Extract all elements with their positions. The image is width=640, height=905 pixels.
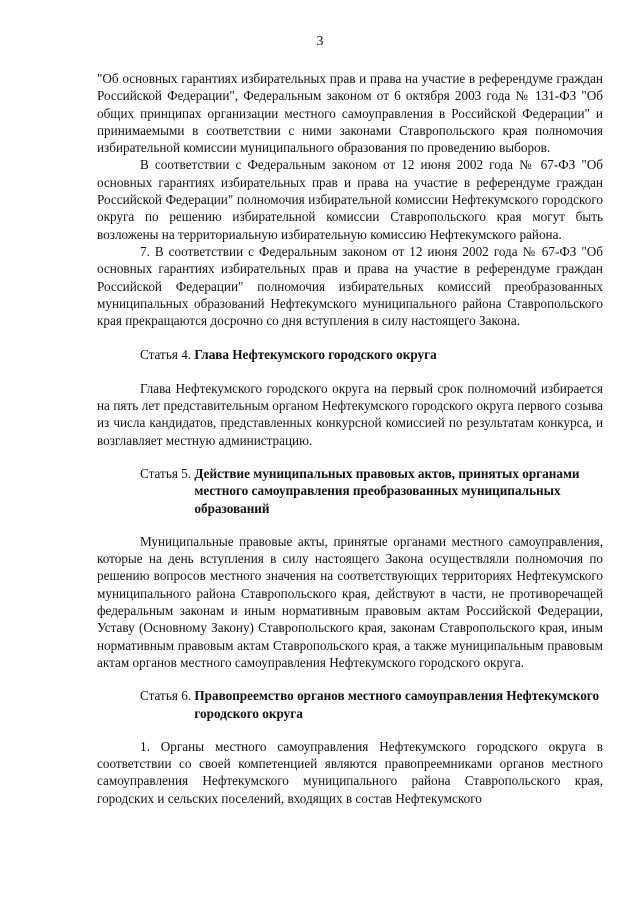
- spacer: [97, 671, 603, 687]
- article-4-label: Статья 4.: [140, 347, 195, 363]
- spacer: [97, 329, 603, 346]
- article-6-title: Правопреемство органов местного самоуправления Нефтекумского городского округа: [194, 688, 600, 721]
- article-4-heading: [97, 346, 603, 363]
- article-6-label: Статья 6.: [140, 688, 195, 704]
- document-body: [97, 70, 603, 807]
- article-5-label: Статья 5.: [140, 465, 195, 481]
- spacer: [97, 722, 603, 738]
- spacer: [97, 449, 603, 465]
- paragraph-commission-powers: В соответствии с Федеральным законом от 12 июня 2002 года № 67-ФЗ "Об основных гарантиях избирательных прав и права на участие в референдуме граждан Российской Федерации" полномочия избирательной комиссии Нефтекумского городского округа по решению избирательной комиссии Ставропольского края могут быть возложены на территориальную избирательную комиссию Нефтекумского района.: [97, 157, 603, 242]
- spacer: [97, 517, 603, 533]
- spacer: [97, 364, 603, 380]
- article-6-heading: [97, 687, 603, 722]
- paragraph-item-7: 7. В соответствии с Федеральным законом от 12 июня 2002 года № 67-ФЗ "Об основных гарантиях избирательных прав и права на участие в референдуме граждан Российской Федерации" полномочия избирательных комиссий преобразованных муниципальных образований Нефтекумского муниципального района Ставропольского края прекращаются досрочно со дня вступления в силу настоящего Закона.: [97, 243, 603, 329]
- article-6-text: 1. Органы местного самоуправления Нефтекумского городского округа в соответствии со своей компетенцией являются правопреемниками органов местного самоуправления Нефтекумского муниципального района Ставропольского края, городских и сельских поселений, входящих в состав Нефтекумского: [97, 738, 603, 806]
- page-number: 3: [316, 34, 324, 49]
- article-4-text: Глава Нефтекумского городского округа на первый срок полномочий избирается на пять лет представительным органом Нефтекумского городского округа первого созыва из числа кандидатов, представленных конкурсной комиссией по результатам конкурса, и возглавляет местную администрацию.: [97, 380, 603, 448]
- article-5-heading: [97, 465, 603, 517]
- article-5-title: Действие муниципальных правовых актов, принятых органами местного самоуправления преобразованных муниципальных образований: [194, 465, 580, 516]
- paragraph-continuation: "Об основных гарантиях избирательных прав и права на участие в референдуме граждан Российской Федерации", Федеральным законом от 6 октября 2003 года № 131-ФЗ "Об общих принципах организации местного самоуправления в Российской Федерации" и принимаемыми в соответствии с ними законами Ставропольского края полномочия избирательной комиссии муниципального образования по проведению выборов.: [97, 71, 603, 156]
- article-4-title: Глава Нефтекумского городского округа: [194, 347, 437, 363]
- article-5-text: Муниципальные правовые акты, принятые органами местного самоуправления, которые на день вступления в силу настоящего Закона осуществляли полномочия по решению вопросов местного значения на соответствующих территориях Нефтекумского муниципального района Ставропольского края, действуют в части, не противоречащей федеральным законам и иным нормативным правовым актам Российской Федерации, Уставу (Основному Закону) Ставропольского края, законам Ставропольского края, иным нормативным правовым актам Ставропольского края, а также муниципальным правовым актам органов местного самоуправления Нефтекумского городского округа.: [97, 533, 603, 670]
